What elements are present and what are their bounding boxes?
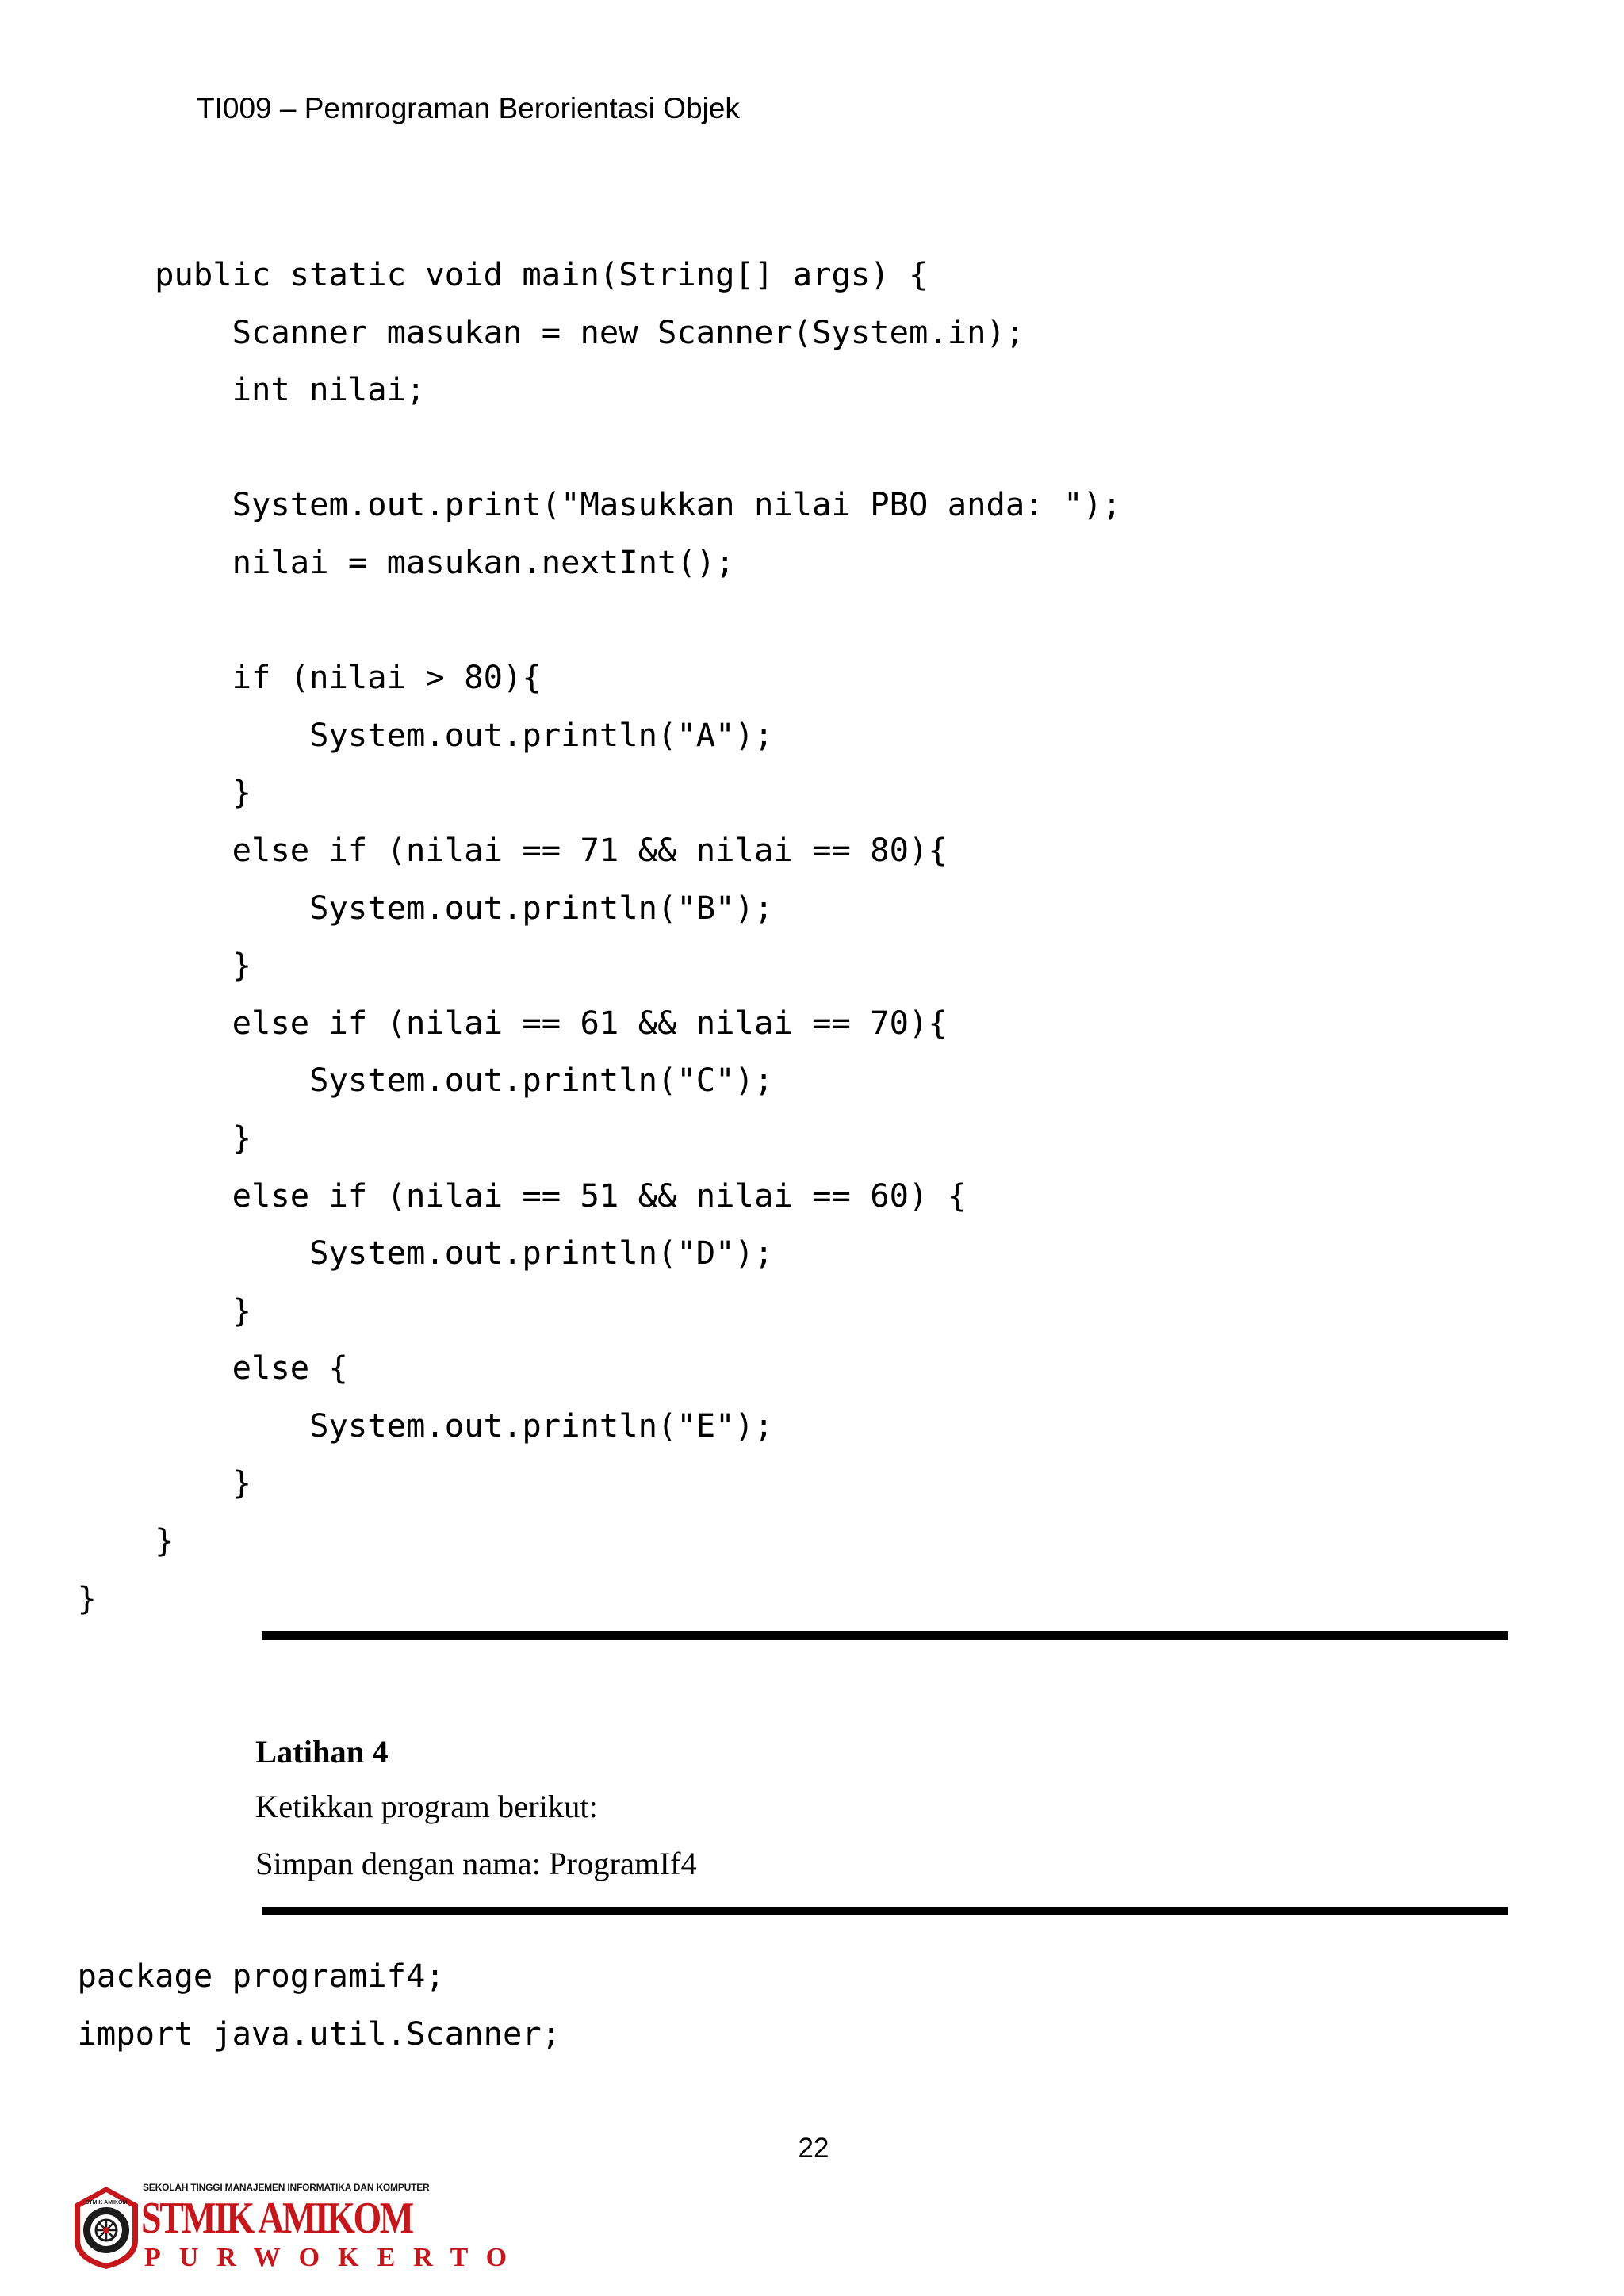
exercise-title: Latihan 4 (255, 1734, 389, 1770)
code-end-divider (262, 1631, 1508, 1640)
code-line: else if (nilai == 71 && nilai == 80){ (0, 830, 948, 869)
code-block-main-method (0, 246, 1121, 1627)
institution-seal-icon (71, 2185, 141, 2271)
code-line: System.out.print("Masukkan nilai PBO anda: "); (0, 485, 1122, 524)
logo-name: STMIK AMIKOM (141, 2194, 412, 2243)
institution-logo (71, 2182, 526, 2277)
code-line: System.out.println("E"); (0, 1406, 774, 1445)
exercise-instruction: Ketikkan program berikut: (255, 1789, 598, 1824)
code-line: nilai = masukan.nextInt(); (0, 542, 735, 581)
code-line: } (0, 1464, 251, 1502)
page-number: 22 (798, 2133, 829, 2164)
code-line: import java.util.Scanner; (0, 2014, 561, 2053)
code-line: System.out.println("C"); (0, 1061, 774, 1100)
code-line: System.out.println("D"); (0, 1234, 774, 1272)
code-start-divider (262, 1907, 1508, 1915)
code-line: } (0, 1118, 251, 1157)
code-line: System.out.println("A"); (0, 715, 774, 754)
logo-caption: SEKOLAH TINGGI MANAJEMEN INFORMATIKA DAN KOMPUTER (143, 2182, 430, 2193)
code-line: System.out.println("B"); (0, 888, 774, 927)
code-line: } (0, 773, 251, 812)
logo-city: PURWOKERTO (144, 2243, 526, 2272)
code-line (0, 419, 1121, 476)
code-line: } (0, 1578, 97, 1617)
svg-text:STMIK AMIKOM: STMIK AMIKOM (85, 2200, 128, 2206)
code-line: if (nilai > 80){ (0, 658, 542, 697)
code-line: int nilai; (0, 370, 426, 409)
code-line (0, 591, 1121, 649)
page-header-title: TI009 – Pemrograman Berorientasi Objek (197, 92, 740, 124)
code-line: } (0, 1521, 174, 1560)
code-block-program-if4 (0, 1947, 561, 2062)
code-line: } (0, 946, 251, 985)
code-line: } (0, 1291, 251, 1330)
exercise-save-instruction: Simpan dengan nama: ProgramIf4 (255, 1846, 697, 1881)
code-line: public static void main(String[] args) { (0, 255, 929, 293)
code-line: else if (nilai == 51 && nilai == 60) { (0, 1176, 967, 1215)
code-line: else { (0, 1349, 348, 1387)
code-line: Scanner masukan = new Scanner(System.in); (0, 312, 1025, 351)
code-line: else if (nilai == 61 && nilai == 70){ (0, 1003, 948, 1042)
code-line: package programif4; (0, 1957, 445, 1995)
